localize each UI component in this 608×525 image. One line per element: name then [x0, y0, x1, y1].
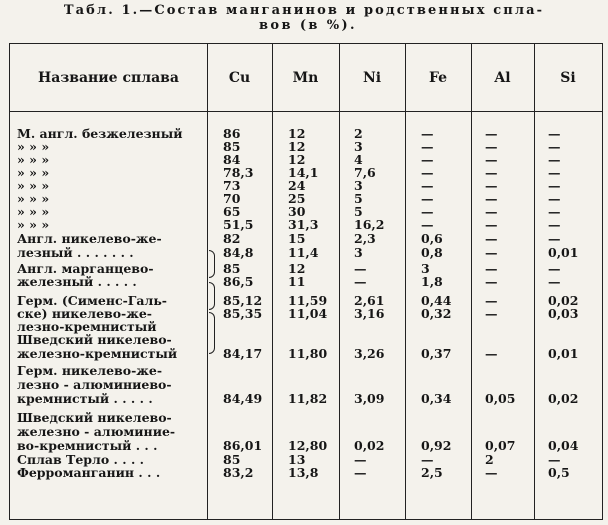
cell-al: —: [485, 191, 498, 206]
cell-alloy-name: Ферроманганин . . .: [17, 465, 161, 480]
cell-fe: —: [421, 165, 434, 180]
column-divider: [534, 44, 535, 519]
cell-al: —: [485, 306, 498, 321]
cell-al: —: [485, 217, 498, 232]
cell-alloy-name: лезный . . . . . . .: [17, 245, 134, 260]
cell-al: —: [485, 204, 498, 219]
cell-alloy-name: Шведский никелево-: [17, 410, 172, 425]
cell-alloy-name: Сплав Терло . . . .: [17, 452, 145, 467]
cell-alloy-name: Герм. никелево-же-: [17, 363, 163, 378]
cell-fe: 0,32: [421, 306, 452, 321]
cell-si: —: [548, 165, 561, 180]
cell-si: —: [548, 217, 561, 232]
cell-alloy-name: » » »: [17, 152, 50, 167]
cell-mn: 11,4: [288, 245, 319, 260]
cell-alloy-name: » » »: [17, 139, 50, 154]
cell-al: —: [485, 293, 498, 308]
cell-cu: 85: [223, 261, 241, 276]
cell-alloy-name: во-кремнистый . . .: [17, 438, 158, 453]
cell-fe: 1,8: [421, 274, 443, 289]
cell-al: —: [485, 231, 498, 246]
header-si: Si: [560, 69, 576, 86]
cell-al: —: [485, 139, 498, 154]
cell-mn: 13,8: [288, 465, 319, 480]
cell-si: —: [548, 231, 561, 246]
cell-al: 0,07: [485, 438, 516, 453]
cell-alloy-name: Англ. марганцево-: [17, 261, 154, 276]
cell-cu: 84,8: [223, 245, 254, 260]
cell-si: 0,04: [548, 438, 579, 453]
cell-alloy-name: железный . . . . .: [17, 274, 137, 289]
cell-fe: 0,6: [421, 231, 443, 246]
row-group-brace: [209, 312, 215, 354]
cell-mn: 15: [288, 231, 306, 246]
cell-fe: —: [421, 217, 434, 232]
cell-mn: 25: [288, 191, 306, 206]
cell-alloy-name: » » »: [17, 178, 50, 193]
cell-mn: 11: [288, 274, 306, 289]
row-group-brace: [209, 250, 215, 278]
cell-si: —: [548, 274, 561, 289]
caption-line-1: Табл. 1.—Состав манганинов и родственных спла-: [63, 3, 545, 18]
cell-cu: 84: [223, 152, 241, 167]
column-divider: [272, 44, 273, 519]
cell-cu: 83,2: [223, 465, 254, 480]
cell-fe: —: [421, 452, 434, 467]
row-group-brace: [209, 282, 215, 310]
table-caption: [0, 3, 608, 33]
cell-fe: —: [421, 204, 434, 219]
cell-si: —: [548, 178, 561, 193]
cell-al: 0,05: [485, 391, 516, 406]
cell-ni: 7,6: [354, 165, 376, 180]
cell-fe: 0,37: [421, 346, 452, 361]
cell-mn: 11,80: [288, 346, 328, 361]
cell-cu: 78,3: [223, 165, 254, 180]
cell-fe: 3: [421, 261, 430, 276]
header-mn: Mn: [292, 69, 319, 86]
cell-al: —: [485, 178, 498, 193]
cell-ni: 4: [354, 152, 363, 167]
cell-cu: 85: [223, 452, 241, 467]
cell-mn: 13: [288, 452, 306, 467]
cell-al: —: [485, 261, 498, 276]
cell-alloy-name: Герм. (Сименс-Галь-: [17, 293, 167, 308]
cell-al: —: [485, 245, 498, 260]
cell-ni: 0,02: [354, 438, 385, 453]
cell-mn: 12,80: [288, 438, 328, 453]
cell-al: —: [485, 465, 498, 480]
cell-mn: 11,59: [288, 293, 328, 308]
cell-cu: 86,01: [223, 438, 263, 453]
cell-alloy-name: ске) никелево-же-: [17, 306, 152, 321]
cell-alloy-name: железно-кремнистый: [17, 346, 178, 361]
cell-alloy-name: лезно - алюминиево-: [17, 377, 172, 392]
cell-si: —: [548, 152, 561, 167]
cell-alloy-name: кремнистый . . . . .: [17, 391, 153, 406]
caption-line-2: вов (в %).: [258, 18, 357, 33]
cell-alloy-name: » » »: [17, 217, 50, 232]
cell-ni: 3: [354, 139, 363, 154]
cell-alloy-name: » » »: [17, 191, 50, 206]
cell-mn: 11,82: [288, 391, 328, 406]
cell-ni: 3: [354, 178, 363, 193]
cell-cu: 86,5: [223, 274, 254, 289]
cell-si: —: [548, 126, 561, 141]
cell-mn: 30: [288, 204, 306, 219]
cell-mn: 12: [288, 152, 306, 167]
cell-si: —: [548, 139, 561, 154]
column-divider: [339, 44, 340, 519]
cell-ni: 3,16: [354, 306, 385, 321]
cell-ni: 3,26: [354, 346, 385, 361]
cell-si: —: [548, 261, 561, 276]
cell-ni: —: [354, 465, 367, 480]
column-divider: [405, 44, 406, 519]
cell-fe: —: [421, 191, 434, 206]
cell-si: 0,01: [548, 245, 579, 260]
cell-alloy-name: лезно-кремнистый: [17, 319, 157, 334]
cell-cu: 85,12: [223, 293, 263, 308]
cell-ni: 3: [354, 245, 363, 260]
cell-al: —: [485, 126, 498, 141]
cell-cu: 51,5: [223, 217, 254, 232]
column-divider: [471, 44, 472, 519]
cell-ni: —: [354, 274, 367, 289]
cell-fe: —: [421, 139, 434, 154]
cell-mn: 12: [288, 126, 306, 141]
cell-si: 0,02: [548, 293, 579, 308]
cell-fe: 0,34: [421, 391, 452, 406]
cell-fe: —: [421, 126, 434, 141]
cell-si: 0,01: [548, 346, 579, 361]
cell-cu: 85: [223, 139, 241, 154]
cell-cu: 85,35: [223, 306, 263, 321]
cell-fe: 0,44: [421, 293, 452, 308]
cell-si: —: [548, 191, 561, 206]
cell-fe: 0,8: [421, 245, 443, 260]
cell-alloy-name: Англ. никелево-же-: [17, 231, 162, 246]
cell-alloy-name: » » »: [17, 165, 50, 180]
header-ni: Ni: [362, 69, 382, 86]
cell-cu: 73: [223, 178, 241, 193]
cell-al: —: [485, 152, 498, 167]
cell-ni: 2: [354, 126, 363, 141]
header-divider: [10, 111, 602, 112]
cell-ni: —: [354, 261, 367, 276]
column-divider: [207, 44, 208, 519]
alloy-composition-table: [9, 43, 603, 520]
cell-mn: 11,04: [288, 306, 328, 321]
cell-mn: 24: [288, 178, 306, 193]
cell-si: 0,03: [548, 306, 579, 321]
cell-cu: 84,17: [223, 346, 263, 361]
cell-ni: 3,09: [354, 391, 385, 406]
cell-ni: 5: [354, 204, 363, 219]
cell-mn: 31,3: [288, 217, 319, 232]
header-alloy-name: Название сплава: [38, 69, 179, 86]
cell-ni: 5: [354, 191, 363, 206]
cell-ni: 2,3: [354, 231, 376, 246]
cell-si: —: [548, 204, 561, 219]
cell-ni: —: [354, 452, 367, 467]
cell-si: 0,5: [548, 465, 570, 480]
cell-cu: 70: [223, 191, 241, 206]
cell-cu: 86: [223, 126, 241, 141]
cell-ni: 2,61: [354, 293, 385, 308]
cell-fe: —: [421, 178, 434, 193]
cell-cu: 65: [223, 204, 241, 219]
header-cu: Cu: [228, 69, 251, 86]
cell-cu: 84,49: [223, 391, 263, 406]
cell-si: 0,02: [548, 391, 579, 406]
header-al: Al: [494, 69, 511, 86]
cell-mn: 12: [288, 261, 306, 276]
cell-mn: 12: [288, 139, 306, 154]
cell-fe: —: [421, 152, 434, 167]
cell-al: 2: [485, 452, 494, 467]
cell-al: —: [485, 274, 498, 289]
cell-alloy-name: Шведский никелево-: [17, 332, 172, 347]
cell-alloy-name: » » »: [17, 204, 50, 219]
cell-fe: 2,5: [421, 465, 443, 480]
cell-alloy-name: железно - алюминие-: [17, 424, 176, 439]
cell-fe: 0,92: [421, 438, 452, 453]
header-fe: Fe: [428, 69, 448, 86]
cell-al: —: [485, 346, 498, 361]
cell-alloy-name: М. англ. безжелезный: [17, 126, 183, 141]
cell-al: —: [485, 165, 498, 180]
cell-si: —: [548, 452, 561, 467]
cell-cu: 82: [223, 231, 241, 246]
cell-ni: 16,2: [354, 217, 385, 232]
cell-mn: 14,1: [288, 165, 319, 180]
